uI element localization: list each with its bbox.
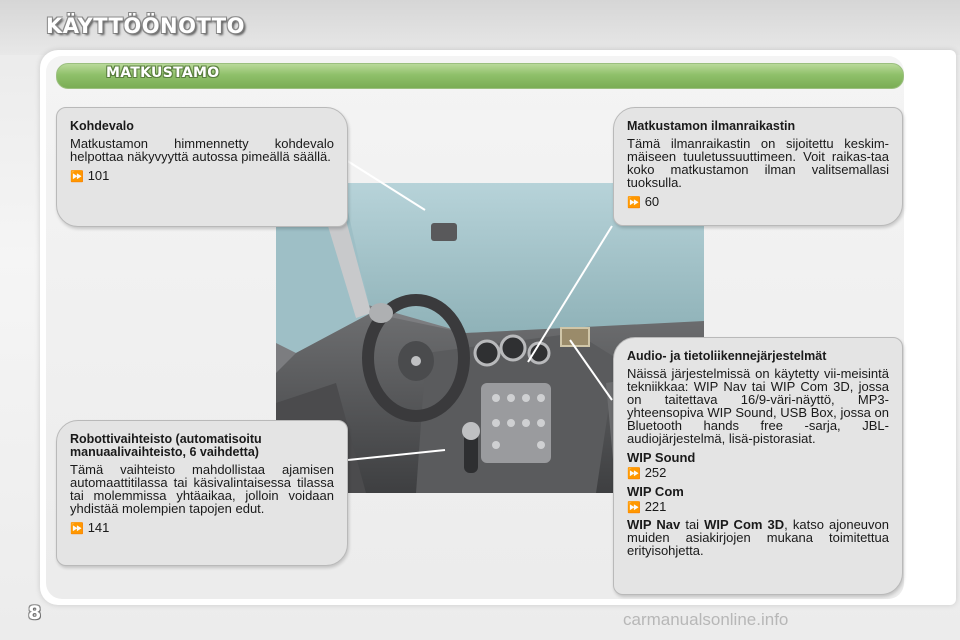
- double-arrow-ref-icon: ⏩: [70, 171, 84, 183]
- wip-sound-label: WIP Sound: [627, 450, 696, 465]
- watermark: carmanualsonline.info: [623, 610, 789, 629]
- page-reference-number: 221: [644, 499, 667, 514]
- callout-audio: [613, 337, 903, 595]
- section-title: MATKUSTAMO: [106, 65, 220, 81]
- page-reference-number: 141: [87, 520, 110, 535]
- wip-nav-label: WIP Nav: [627, 517, 681, 532]
- rear-view-mirror: [431, 223, 457, 241]
- side-mirror: [369, 303, 393, 323]
- page-reference[interactable]: [627, 500, 889, 515]
- callout-text: Näissä järjestelmissä on käytetty vii-meisintä tekniikkaa: WIP Nav tai WIP Com 3D, jossa on taitettava 16/9-väri-näyttö, MP3-yhteensopiva WIP Sound, USB Box, jossa on Bluetooth hands free -sarja, JBL-audiojärjestelmä, lisä-pistorasiat.: [627, 366, 889, 446]
- page-title: KÄYTTÖÖNOTTO: [46, 14, 245, 38]
- page-reference-number: 252: [644, 465, 667, 480]
- callout-title: Kohdevalo: [70, 119, 134, 133]
- callout-text: Tämä vaihteisto mahdollistaa ajamisen automaattitilassa tai käsivalintaisessa tilassa tai molemmissa yhtäaikaa, jolloin voidaan yhdistää molempien tapojen edut.: [70, 462, 334, 516]
- page-reference[interactable]: [627, 466, 889, 481]
- callout-title: Robottivaihteisto (automatisoitu manuaalivaihteisto, 6 vaihdetta): [70, 432, 262, 459]
- double-arrow-ref-icon: ⏩: [70, 523, 84, 535]
- connector-text: tai: [680, 517, 705, 532]
- double-arrow-ref-icon: ⏩: [627, 197, 641, 209]
- callout-text: Tämä ilmanraikastin on sijoitettu keskim-mäiseen tuuletussuuttimeen. Voit raikas-taa koko matkustamon ilman valitsemallasi tuoksulla.: [627, 136, 889, 190]
- callout-text: Matkustamon himmennetty kohdevalo helpottaa näkyvyyttä autossa pimeällä säällä.: [70, 136, 334, 164]
- callout-closing: [627, 518, 889, 557]
- callout-title: Audio- ja tietoliikennejärjestelmät: [627, 349, 827, 363]
- closing-text: , katso ajoneuvon muiden asiakirjojen mukana toimitettua erityisohjetta.: [627, 517, 889, 558]
- page-reference[interactable]: [70, 521, 334, 536]
- callout-ilmanraikastin: [613, 107, 903, 226]
- callout-title: Matkustamon ilmanraikastin: [627, 119, 796, 133]
- double-arrow-ref-icon: ⏩: [627, 502, 641, 514]
- gauge-left: [475, 341, 499, 365]
- double-arrow-ref-icon: ⏩: [627, 468, 641, 480]
- page-reference[interactable]: [627, 195, 889, 210]
- gauge-right: [529, 343, 549, 363]
- callout-robotti: [56, 420, 348, 566]
- wip-com-label: WIP Com: [627, 484, 684, 499]
- page-number: 8: [28, 602, 42, 624]
- page-reference-number: 60: [644, 194, 660, 209]
- callout-kohdevalo: [56, 107, 348, 227]
- wip-com-3d-label: WIP Com 3D: [704, 517, 785, 532]
- page-reference[interactable]: [70, 169, 334, 184]
- page-reference-number: 101: [87, 168, 110, 183]
- colour-screen: [561, 328, 589, 346]
- gauge-middle: [501, 336, 525, 360]
